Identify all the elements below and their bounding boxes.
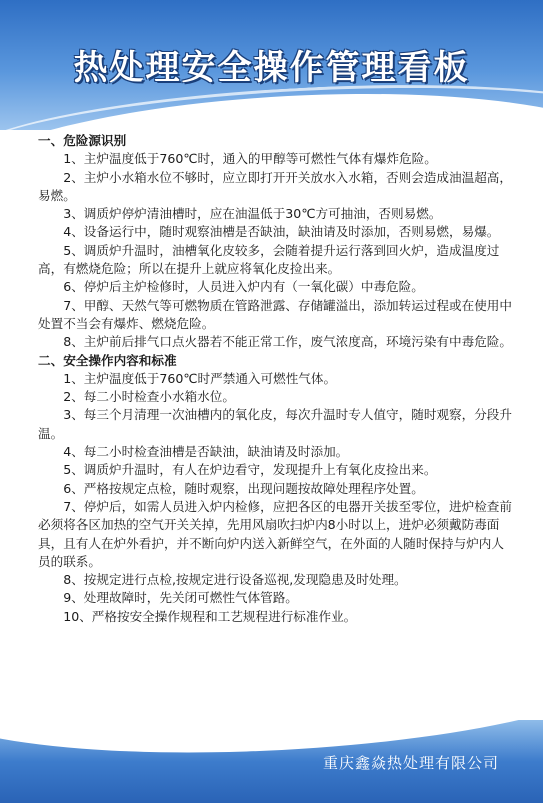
hazard-item: 7、甲醇、天然气等可燃物质在管路泄露、存储罐溢出，添加转运过程或在使用中处置不当会有爆炸、燃烧危险。 <box>38 297 512 331</box>
hazard-item: 5、调质炉升温时，油槽氧化皮较多，会随着提升运行落到回火炉，造成温度过高，有燃烧危险；所以在提升上就应将氧化皮捡出来。 <box>38 242 500 277</box>
operation-item: 10、严格按安全操作规程和工艺规程进行标准作业。 <box>63 608 357 624</box>
operation-item: 4、每二小时检查油槽是否缺油，缺油请及时添加。 <box>63 444 349 460</box>
hazard-item: 1、主炉温度低于760℃时，通入的甲醇等可燃性气体有爆炸危险。 <box>63 151 437 167</box>
hazard-item: 4、设备运行中，随时观察油槽是否缺油，缺油请及时添加，否则易燃，易爆。 <box>63 224 500 240</box>
operation-item: 3、每三个月清理一次油槽内的氧化皮，每次升温时专人值守，随时观察，分段升温。 <box>38 407 512 441</box>
section-heading-operations: 二、安全操作内容和标准 <box>38 352 177 368</box>
board-content <box>38 132 512 626</box>
operation-item: 2、每二小时检查小水箱水位。 <box>63 389 235 405</box>
operation-item: 5、调质炉升温时，有人在炉边看守，发现提升上有氧化皮捡出来。 <box>63 462 437 478</box>
board-title: 热处理安全操作管理看板 <box>73 48 470 88</box>
hazard-item: 3、调质炉停炉清油槽时，应在油温低于30℃方可抽油，否则易燃。 <box>63 206 442 222</box>
operation-item: 7、停炉后，如需人员进入炉内检修，应把各区的电器开关拔至零位，进炉检查前必须将各区加热的空气开关关掉，先用风扇吹扫炉内8小时以上，进炉必须戴防毒面具，且有人在炉外看护，并不断向炉内送入新鲜空气，在外面的人随时保持与炉内人员的联系。 <box>38 498 512 569</box>
operation-item: 8、按规定进行点检,按规定进行设备巡视,发现隐患及时处理。 <box>63 572 407 588</box>
section-heading-hazards: 一、危险源识别 <box>38 133 127 148</box>
operation-item: 1、主炉温度低于760℃时严禁通入可燃性气体。 <box>63 370 337 386</box>
operation-item: 9、处理故障时，先关闭可燃性气体管路。 <box>63 590 298 606</box>
hazard-item: 6、停炉后主炉检修时，人员进入炉内有（一氧化碳）中毒危险。 <box>63 279 424 295</box>
hazard-item: 8、主炉前后排气口点火器若不能正常工作，废气浓度高，环境污染有中毒危险。 <box>63 334 512 350</box>
hazard-item: 2、主炉小水箱水位不够时，应立即打开开关放水入水箱，否则会造成油温超高，易燃。 <box>38 169 512 203</box>
operation-item: 6、严格按规定点检，随时观察，出现问题按故障处理程序处置。 <box>63 480 424 496</box>
company-name: 重庆鑫焱热处理有限公司 <box>322 754 499 772</box>
